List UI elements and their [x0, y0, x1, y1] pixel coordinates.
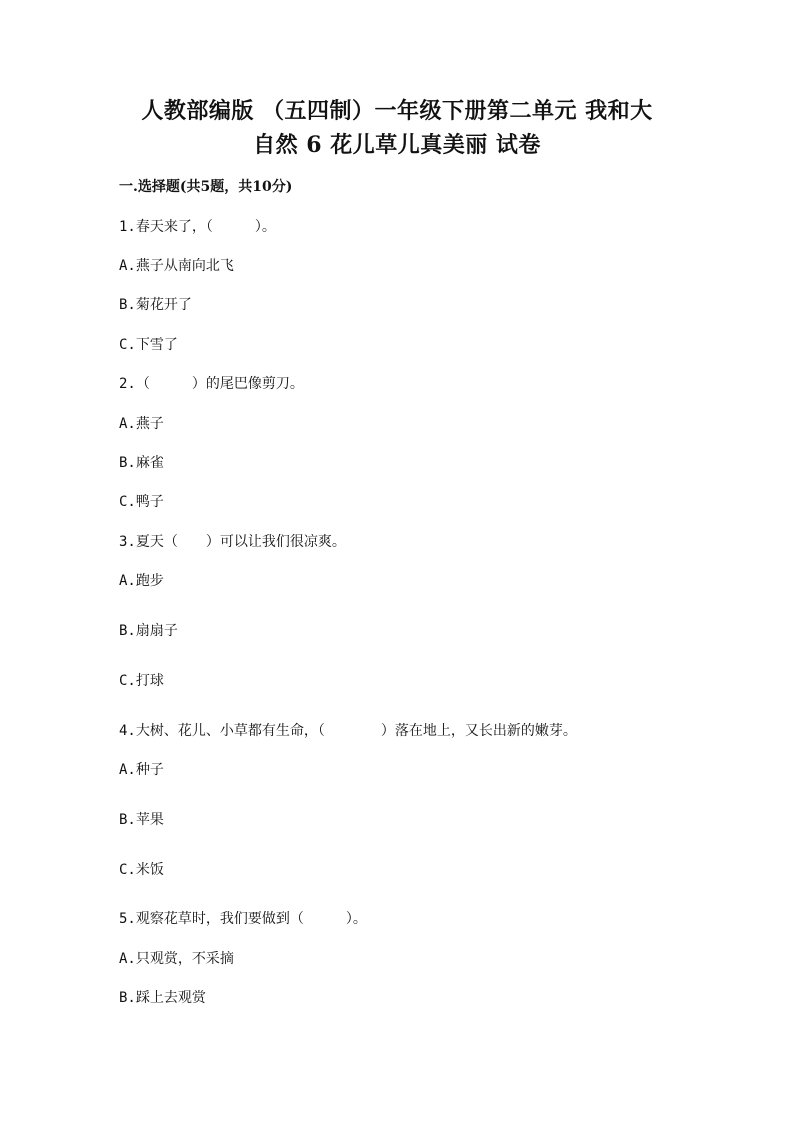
question-3-option-a: A.跑步: [119, 573, 164, 589]
question-5-option-b: B.踩上去观赏: [119, 990, 206, 1006]
question-3-option-c: C.打球: [119, 673, 164, 689]
question-2-stem: 2.（ ）的尾巴像剪刀。: [119, 376, 304, 392]
question-3-option-b: B.扇扇子: [119, 623, 178, 639]
question-3-stem: 3.夏天（ ）可以让我们很凉爽。: [119, 534, 346, 550]
question-2-option-c: C.鸭子: [119, 494, 164, 510]
question-5-stem: 5.观察花草时，我们要做到（ ）。: [119, 911, 367, 927]
question-2-option-a: A.燕子: [119, 416, 164, 432]
section-heading: 一.选择题(共5题，共10分): [119, 179, 293, 195]
question-5-option-a: A.只观赏，不采摘: [119, 951, 234, 967]
question-2-option-b: B.麻雀: [119, 455, 164, 471]
question-4-stem: 4.大树、花儿、小草都有生命，（ ）落在地上，又长出新的嫩芽。: [119, 723, 577, 739]
question-1-stem: 1.春天来了，（ ）。: [119, 219, 276, 235]
question-4-option-b: B.苹果: [119, 812, 164, 828]
question-1-option-b: B.菊花开了: [119, 297, 192, 313]
question-4-option-c: C.米饭: [119, 862, 164, 878]
question-1-option-a: A.燕子从南向北飞: [119, 258, 234, 274]
exam-title-line-2: 自然 6 花儿草儿真美丽 试卷: [253, 132, 541, 158]
question-4-option-a: A.种子: [119, 762, 164, 778]
question-1-option-c: C.下雪了: [119, 337, 178, 353]
exam-title-line-1: 人教部编版 （五四制）一年级下册第二单元 我和大: [141, 98, 653, 124]
